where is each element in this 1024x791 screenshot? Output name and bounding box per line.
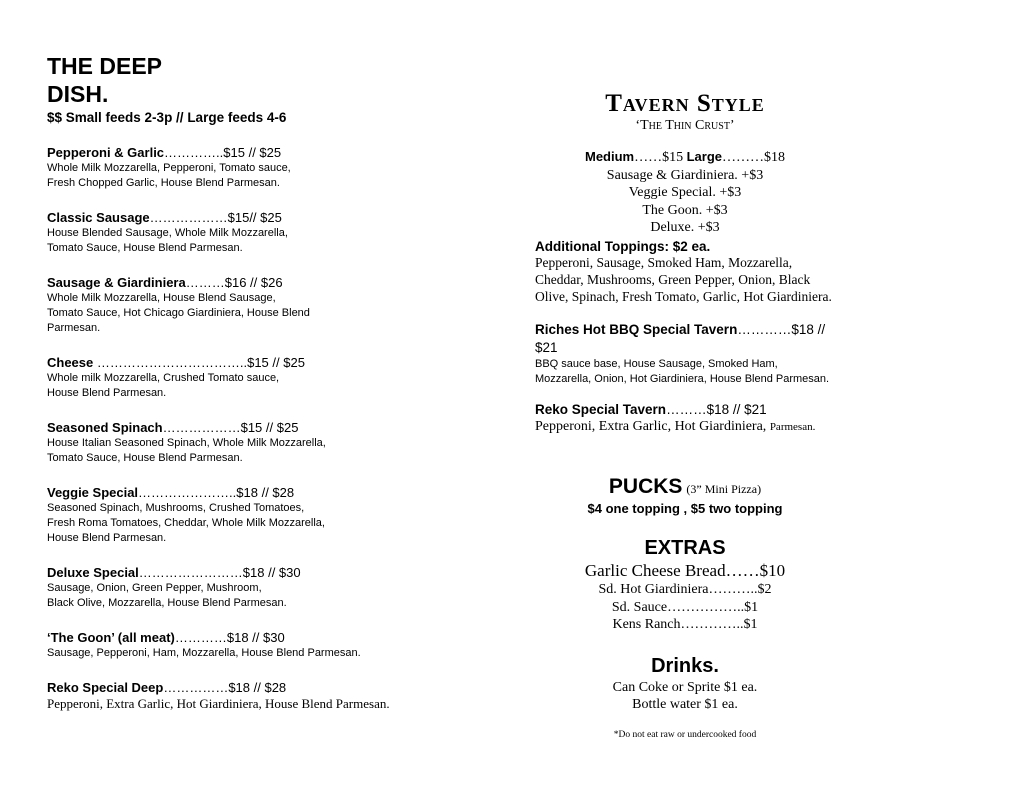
deep-dish-section bbox=[47, 52, 467, 731]
item-dots: …………… bbox=[163, 680, 229, 695]
size-medium-dots: …… bbox=[634, 150, 663, 165]
item-description: House Blended Sausage, Whole Milk Mozzarella, Tomato Sauce, House Blend Parmesan. bbox=[47, 227, 288, 254]
item-name: Reko Special Deep bbox=[47, 680, 164, 695]
drinks-item: Bottle water $1 ea. bbox=[632, 697, 738, 712]
additional-toppings-heading: Additional Toppings: $2 ea. bbox=[535, 238, 711, 254]
item-description: Sausage, Pepperoni, Ham, Mozzarella, House Blend Parmesan. bbox=[47, 647, 361, 659]
upcharge-line: Deluxe. +$3 bbox=[650, 220, 720, 235]
item-name: Veggie Special bbox=[47, 485, 139, 500]
item-price: $18 // $21 bbox=[535, 321, 826, 355]
menu-item bbox=[47, 630, 467, 661]
item-price: $15 // $25 bbox=[223, 145, 282, 160]
pucks-title: PUCKS bbox=[608, 475, 683, 498]
additional-toppings-list: Pepperoni, Sausage, Smoked Ham, Mozzarella, Cheddar, Mushrooms, Green Pepper, Onion, Black Olive, Spinach, Fresh Tomato, Garlic, Hot Giardiniera. bbox=[535, 254, 832, 304]
item-dots: ………… bbox=[737, 321, 792, 337]
extras-item: Kens Ranch…………..$1 bbox=[612, 617, 758, 632]
menu-item bbox=[47, 420, 467, 466]
menu-item bbox=[47, 275, 467, 336]
pucks-subtitle: (3” Mini Pizza) bbox=[686, 482, 762, 496]
drinks-title: Drinks. bbox=[651, 655, 719, 677]
extras-title: EXTRAS bbox=[644, 537, 726, 559]
item-dots: ………………….. bbox=[138, 485, 237, 500]
item-dots: …………………… bbox=[138, 565, 243, 580]
item-name: Sausage & Giardiniera bbox=[47, 275, 186, 290]
item-name: Deluxe Special bbox=[47, 565, 139, 580]
item-dots: ……… bbox=[666, 401, 707, 417]
item-dots: ……………… bbox=[162, 420, 241, 435]
item-price: $18 // $21 bbox=[706, 401, 767, 417]
size-large-price: $18 bbox=[764, 150, 786, 165]
menu-item bbox=[47, 355, 467, 401]
item-name: Seasoned Spinach bbox=[47, 420, 163, 435]
item-price: $15 // $25 bbox=[240, 420, 299, 435]
item-dots: ……………… bbox=[149, 210, 228, 225]
item-description: Whole Milk Mozzarella, Pepperoni, Tomato sauce, Fresh Chopped Garlic, House Blend Parmesan. bbox=[47, 162, 291, 189]
extras-section bbox=[535, 535, 835, 634]
item-name: ‘The Goon’ (all meat) bbox=[47, 630, 175, 645]
upcharge-line: Veggie Special. +$3 bbox=[628, 185, 742, 200]
size-medium-label: Medium bbox=[584, 149, 635, 164]
item-name: Classic Sausage bbox=[47, 210, 150, 225]
item-description: BBQ sauce base, House Sausage, Smoked Ham, Mozzarella, Onion, Hot Giardiniera, House Blend Parmesan. bbox=[535, 357, 830, 385]
item-price: $18 // $30 bbox=[226, 630, 285, 645]
deep-dish-title: THE DEEP DISH. bbox=[47, 53, 162, 107]
drinks-item: Can Coke or Sprite $1 ea. bbox=[612, 680, 758, 695]
deep-dish-sizes: $$ Small feeds 2-3p // Large feeds 4-6 bbox=[47, 110, 287, 125]
item-description: Seasoned Spinach, Mushrooms, Crushed Tomatoes, Fresh Roma Tomatoes, Cheddar, Whole Milk Mozzarella, House Blend Parmesan. bbox=[47, 502, 325, 544]
item-description-small: Parmesan. bbox=[769, 420, 816, 433]
item-price: $15// $25 bbox=[227, 210, 282, 225]
extras-item: Sd. Hot Giardiniera………..$2 bbox=[598, 582, 772, 597]
upcharge-line: Sausage & Giardiniera. +$3 bbox=[606, 167, 764, 183]
tavern-special bbox=[535, 321, 835, 387]
item-name: Pepperoni & Garlic bbox=[47, 145, 165, 160]
menu-item bbox=[47, 680, 467, 712]
menu-item bbox=[47, 485, 467, 546]
tavern-subtitle: ‘The Thin Crust’ bbox=[635, 118, 735, 133]
tavern-title: Tavern Style bbox=[605, 90, 765, 117]
item-description: Whole milk Mozzarella, Crushed Tomato sauce, House Blend Parmesan. bbox=[47, 372, 280, 399]
size-large-dots: ……… bbox=[722, 150, 765, 165]
item-price: $18 // $28 bbox=[228, 680, 287, 695]
item-price: $18 // $28 bbox=[236, 485, 295, 500]
size-medium-price: $15 bbox=[662, 150, 684, 165]
item-dots: ………….. bbox=[164, 145, 224, 160]
tavern-pricing bbox=[535, 148, 835, 237]
item-price: $16 // $26 bbox=[224, 275, 283, 290]
item-description: Whole Milk Mozzarella, House Blend Sausage, Tomato Sauce, Hot Chicago Giardiniera, House Blend Parmesan. bbox=[47, 292, 310, 334]
item-price: $18 // $30 bbox=[242, 565, 301, 580]
food-safety-note: *Do not eat raw or undercooked food bbox=[613, 730, 757, 740]
menu-item bbox=[47, 565, 467, 611]
tavern-section bbox=[535, 90, 835, 449]
tavern-sizes bbox=[535, 148, 835, 167]
extras-item: Sd. Sauce……………..$1 bbox=[611, 599, 759, 615]
extras-item: Garlic Cheese Bread……$10 bbox=[584, 561, 786, 580]
item-dots: ………… bbox=[174, 630, 227, 645]
tavern-special bbox=[535, 401, 835, 435]
pucks-section bbox=[535, 475, 835, 516]
item-description: Sausage, Onion, Green Pepper, Mushroom, Black Olive, Mozzarella, House Blend Parmesan. bbox=[47, 582, 287, 609]
item-price: $15 // $25 bbox=[247, 355, 305, 370]
item-description: House Italian Seasoned Spinach, Whole Milk Mozzarella, Tomato Sauce, House Blend Parmesan. bbox=[47, 437, 326, 464]
item-description: Pepperoni, Extra Garlic, Hot Giardiniera, bbox=[535, 418, 770, 434]
pucks-price: $4 one topping , $5 two topping bbox=[587, 501, 783, 516]
item-dots: …………………………….. bbox=[93, 355, 248, 370]
item-name: Cheese bbox=[47, 355, 94, 370]
item-dots: ……… bbox=[185, 275, 225, 290]
size-large-label: Large bbox=[686, 149, 723, 164]
menu-item bbox=[47, 210, 467, 256]
item-name: Reko Special Tavern bbox=[535, 401, 667, 417]
drinks-section bbox=[535, 653, 835, 740]
item-name: Riches Hot BBQ Special Tavern bbox=[535, 321, 738, 337]
upcharge-line: The Goon. +$3 bbox=[642, 202, 728, 218]
menu-item bbox=[47, 145, 467, 191]
item-description: Pepperoni, Extra Garlic, Hot Giardiniera, House Blend Parmesan. bbox=[47, 696, 390, 711]
